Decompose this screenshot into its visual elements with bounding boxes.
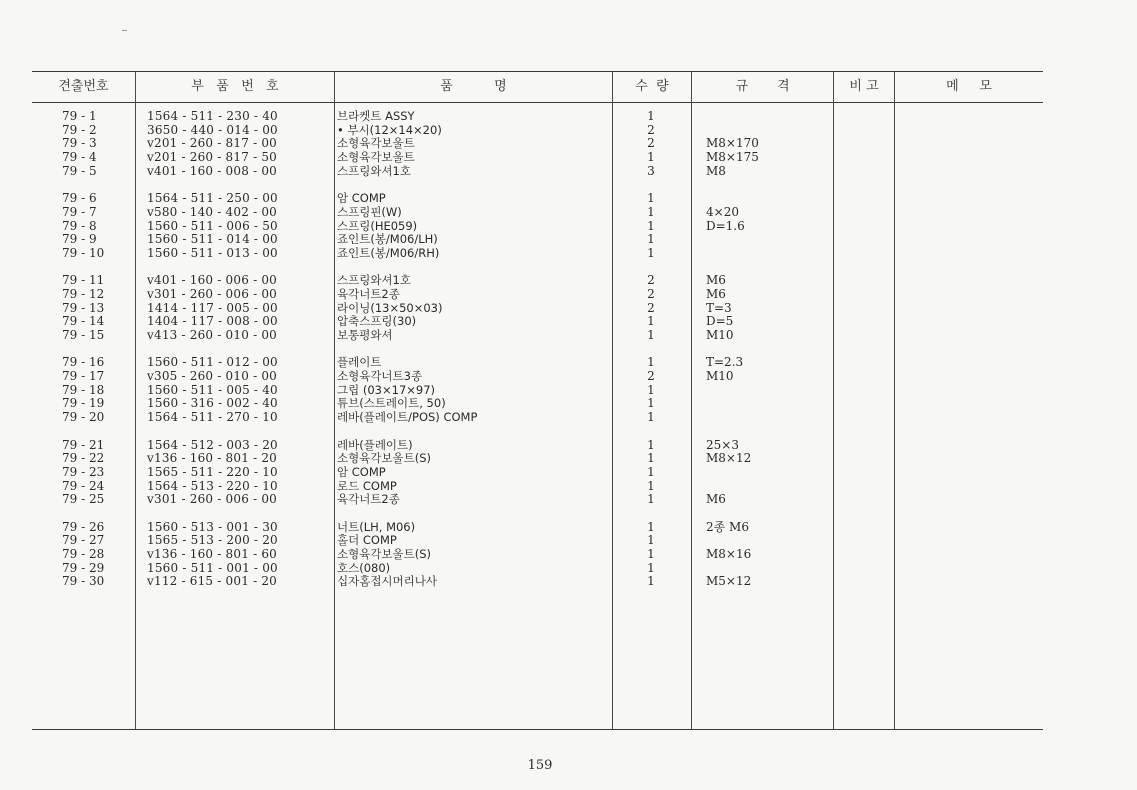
table-row <box>0 302 1137 316</box>
part-number-cell: v201 - 260 - 817 - 50 <box>147 150 278 165</box>
header-remarks: 비 고 <box>849 79 879 94</box>
part-number-cell: 1564 - 511 - 250 - 00 <box>147 191 278 206</box>
specification-cell: M10 <box>706 369 734 384</box>
scan-speck <box>122 30 127 31</box>
table-row <box>0 247 1137 261</box>
part-name-cell: 레바(플레이트/POS) COMP <box>337 410 478 425</box>
part-number-cell: 1560 - 511 - 013 - 00 <box>147 245 278 260</box>
quantity-cell: 1 <box>647 314 655 329</box>
part-number-cell: v401 - 160 - 008 - 00 <box>147 163 278 178</box>
page-number: 159 <box>527 758 553 773</box>
specification-cell: T=3 <box>706 300 732 315</box>
quantity-cell: 1 <box>647 492 655 507</box>
table-row <box>0 165 1137 179</box>
quantity-cell: 1 <box>647 574 655 589</box>
part-number-cell: 1564 - 511 - 230 - 40 <box>147 109 278 123</box>
quantity-cell: 1 <box>647 464 655 479</box>
part-name-cell: 스프링와셔1호 <box>337 163 411 178</box>
quantity-cell: 1 <box>647 245 655 260</box>
specification-cell: M8×16 <box>706 547 752 561</box>
part-name-cell: 레바(플레이트) <box>337 437 413 452</box>
quantity-cell: 1 <box>647 150 655 165</box>
part-number-cell: 1560 - 511 - 012 - 00 <box>147 355 278 370</box>
quantity-cell: 1 <box>647 478 655 493</box>
index-number-cell: 79 - 24 <box>62 478 105 493</box>
quantity-cell: 2 <box>647 300 655 315</box>
part-name-cell: 스프링(HE059) <box>337 218 418 233</box>
index-number-cell: 79 - 6 <box>62 191 97 206</box>
header-part-name: 품 명 <box>440 79 507 94</box>
quantity-cell: 3 <box>647 163 655 178</box>
quantity-cell: 2 <box>647 136 655 151</box>
quantity-cell: 1 <box>647 560 655 575</box>
specification-cell: M5×12 <box>706 574 752 589</box>
index-number-cell: 79 - 14 <box>62 314 105 329</box>
table-row <box>0 439 1137 453</box>
table-row <box>0 315 1137 329</box>
group-spacer <box>0 343 1137 357</box>
group-spacer <box>0 425 1137 439</box>
header-quantity: 수 량 <box>635 79 669 94</box>
part-name-cell: 튜브(스트레이트, 50) <box>337 396 446 411</box>
specification-cell: M6 <box>706 492 726 507</box>
group-spacer <box>0 261 1137 275</box>
part-number-cell: 1564 - 512 - 003 - 20 <box>147 437 278 452</box>
header-memo: 메 모 <box>946 79 992 94</box>
table-row <box>0 534 1137 548</box>
index-number-cell: 79 - 10 <box>62 245 105 260</box>
part-name-cell: 라이닝(13×50×03) <box>337 300 443 315</box>
part-number-cell: 1565 - 513 - 200 - 20 <box>147 533 278 548</box>
table-bottom-rule <box>32 729 1043 730</box>
part-name-cell: 소형육각너트3종 <box>337 369 423 384</box>
quantity-cell: 1 <box>647 328 655 342</box>
part-number-cell: 3650 - 440 - 014 - 00 <box>147 122 278 137</box>
group-spacer <box>0 178 1137 192</box>
specification-cell: M6 <box>706 286 726 301</box>
table-row <box>0 329 1137 343</box>
part-name-cell: 보통평와셔 <box>337 328 393 342</box>
part-name-cell: 브라켓트 ASSY <box>337 109 415 123</box>
specification-cell: 25×3 <box>706 437 739 452</box>
part-name-cell: 소형육각보울트(S) <box>337 547 432 561</box>
header-index-number: 견출번호 <box>58 79 109 94</box>
part-name-cell: 죠인트(봉/M06/RH) <box>337 245 440 260</box>
specification-cell: M8×170 <box>706 136 759 151</box>
table-row <box>0 356 1137 370</box>
specification-cell: M8 <box>706 163 726 178</box>
table-row <box>0 384 1137 398</box>
part-number-cell: 1560 - 513 - 001 - 30 <box>147 519 278 534</box>
table-row <box>0 411 1137 425</box>
quantity-cell: 1 <box>647 410 655 425</box>
index-number-cell: 79 - 9 <box>62 232 97 247</box>
part-number-cell: 1404 - 117 - 008 - 00 <box>147 314 278 329</box>
table-row <box>0 397 1137 411</box>
quantity-cell: 2 <box>647 122 655 137</box>
quantity-cell: 1 <box>647 204 655 219</box>
part-number-cell: 1564 - 513 - 220 - 10 <box>147 478 278 493</box>
part-number-cell: v413 - 260 - 010 - 00 <box>147 328 278 342</box>
group-spacer <box>0 507 1137 521</box>
part-number-cell: v301 - 260 - 006 - 00 <box>147 286 278 301</box>
part-name-cell: 소형육각보울트 <box>337 136 415 151</box>
quantity-cell: 1 <box>647 533 655 548</box>
quantity-cell: 1 <box>647 218 655 233</box>
part-number-cell: 1560 - 511 - 014 - 00 <box>147 232 278 247</box>
table-row <box>0 493 1137 507</box>
specification-cell: D=5 <box>706 314 734 329</box>
quantity-cell: 2 <box>647 369 655 384</box>
part-number-cell: v401 - 160 - 006 - 00 <box>147 273 278 288</box>
table-row <box>0 220 1137 234</box>
part-name-cell: 소형육각보울트(S) <box>337 451 432 466</box>
table-row <box>0 575 1137 589</box>
table-row <box>0 480 1137 494</box>
index-number-cell: 79 - 5 <box>62 163 97 178</box>
quantity-cell: 1 <box>647 451 655 466</box>
part-number-cell: 1560 - 511 - 005 - 40 <box>147 382 278 397</box>
table-row <box>0 452 1137 466</box>
part-number-cell: 1565 - 511 - 220 - 10 <box>147 464 278 479</box>
specification-cell: M8×12 <box>706 451 752 466</box>
table-row <box>0 233 1137 247</box>
table-row <box>0 548 1137 562</box>
part-name-cell: 죠인트(봉/M06/LH) <box>337 232 438 247</box>
index-number-cell: 79 - 8 <box>62 218 97 233</box>
index-number-cell: 79 - 7 <box>62 204 97 219</box>
table-row <box>0 274 1137 288</box>
header-specification: 규 격 <box>735 79 790 94</box>
index-number-cell: 79 - 26 <box>62 519 105 534</box>
quantity-cell: 1 <box>647 547 655 561</box>
quantity-cell: 1 <box>647 382 655 397</box>
index-number-cell: 79 - 27 <box>62 533 105 548</box>
index-number-cell: 79 - 18 <box>62 382 105 397</box>
part-number-cell: 1560 - 511 - 001 - 00 <box>147 560 278 575</box>
specification-cell: D=1.6 <box>706 218 745 233</box>
header-part-number: 부 품 번 호 <box>191 79 279 94</box>
index-number-cell: 79 - 22 <box>62 451 105 466</box>
part-number-cell: v112 - 615 - 001 - 20 <box>147 574 278 589</box>
table-row <box>0 288 1137 302</box>
specification-cell: 2종 M6 <box>706 519 749 534</box>
quantity-cell: 1 <box>647 519 655 534</box>
quantity-cell: 1 <box>647 355 655 370</box>
part-number-cell: 1564 - 511 - 270 - 10 <box>147 410 278 425</box>
table-row <box>0 521 1137 535</box>
table-row <box>0 562 1137 576</box>
part-number-cell: v301 - 260 - 006 - 00 <box>147 492 278 507</box>
specification-cell: T=2.3 <box>706 355 744 370</box>
table-row <box>0 370 1137 384</box>
part-name-cell: 스프링핀(W) <box>337 204 402 219</box>
part-name-cell: 너트(LH, M06) <box>337 519 416 534</box>
quantity-cell: 1 <box>647 109 655 123</box>
index-number-cell: 79 - 17 <box>62 369 105 384</box>
table-row <box>0 137 1137 151</box>
part-number-cell: v305 - 260 - 010 - 00 <box>147 369 278 384</box>
part-number-cell: 1560 - 316 - 002 - 40 <box>147 396 278 411</box>
index-number-cell: 79 - 29 <box>62 560 105 575</box>
quantity-cell: 1 <box>647 396 655 411</box>
index-number-cell: 79 - 28 <box>62 547 105 561</box>
table-row <box>0 151 1137 165</box>
part-number-cell: 1560 - 511 - 006 - 50 <box>147 218 278 233</box>
quantity-cell: 2 <box>647 286 655 301</box>
index-number-cell: 79 - 19 <box>62 396 105 411</box>
part-name-cell: 육각너트2종 <box>337 286 400 301</box>
specification-cell: M8×175 <box>706 150 759 165</box>
part-number-cell: v580 - 140 - 402 - 00 <box>147 204 278 219</box>
part-name-cell: 육각너트2종 <box>337 492 400 507</box>
table-row <box>0 206 1137 220</box>
part-number-cell: v136 - 160 - 801 - 20 <box>147 451 278 466</box>
part-number-cell: v201 - 260 - 817 - 00 <box>147 136 278 151</box>
table-row <box>0 124 1137 138</box>
index-number-cell: 79 - 20 <box>62 410 105 425</box>
index-number-cell: 79 - 15 <box>62 328 105 342</box>
part-name-cell: 십자홈접시머리나사 <box>337 574 437 589</box>
table-row <box>0 466 1137 480</box>
table-row <box>0 192 1137 206</box>
index-number-cell: 79 - 3 <box>62 136 97 151</box>
index-number-cell: 79 - 12 <box>62 286 105 301</box>
part-name-cell: 압축스프링(30) <box>337 314 417 329</box>
part-name-cell: 호스(080) <box>337 560 391 575</box>
part-name-cell: 스프링와셔1호 <box>337 273 411 288</box>
part-name-cell: 그립 (03×17×97) <box>337 382 436 397</box>
index-number-cell: 79 - 13 <box>62 300 105 315</box>
index-number-cell: 79 - 1 <box>62 109 97 123</box>
part-name-cell: 암 COMP <box>337 464 386 479</box>
part-number-cell: v136 - 160 - 801 - 60 <box>147 547 278 561</box>
index-number-cell: 79 - 23 <box>62 464 105 479</box>
quantity-cell: 1 <box>647 191 655 206</box>
table-row <box>0 110 1137 124</box>
specification-cell: M6 <box>706 273 726 288</box>
index-number-cell: 79 - 21 <box>62 437 105 452</box>
part-name-cell: 로드 COMP <box>337 478 397 493</box>
part-name-cell: 홀더 COMP <box>337 533 397 548</box>
quantity-cell: 1 <box>647 437 655 452</box>
index-number-cell: 79 - 4 <box>62 150 97 165</box>
index-number-cell: 79 - 30 <box>62 574 105 589</box>
header-bottom-rule <box>32 102 1043 103</box>
quantity-cell: 1 <box>647 232 655 247</box>
part-name-cell: 소형육각보울트 <box>337 150 415 165</box>
index-number-cell: 79 - 16 <box>62 355 105 370</box>
index-number-cell: 79 - 11 <box>62 273 105 288</box>
part-name-cell: • 부시(12×14×20) <box>337 122 442 137</box>
parts-table-body <box>0 110 1137 589</box>
part-name-cell: 플레이트 <box>337 355 382 370</box>
index-number-cell: 79 - 2 <box>62 122 97 137</box>
quantity-cell: 2 <box>647 273 655 288</box>
index-number-cell: 79 - 25 <box>62 492 105 507</box>
specification-cell: M10 <box>706 328 734 342</box>
part-number-cell: 1414 - 117 - 005 - 00 <box>147 300 278 315</box>
specification-cell: 4×20 <box>706 204 739 219</box>
part-name-cell: 암 COMP <box>337 191 386 206</box>
